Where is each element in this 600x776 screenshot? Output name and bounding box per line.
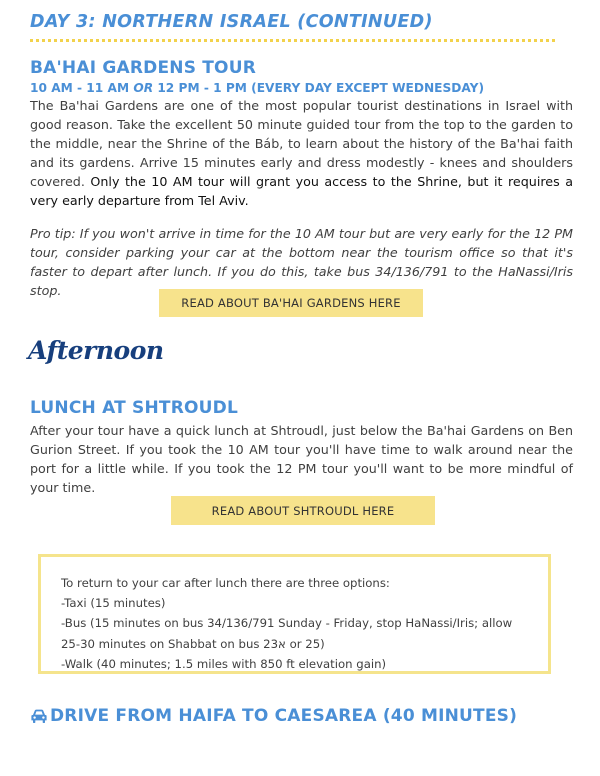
dotted-divider [30,39,555,42]
lunch-description: After your tour have a quick lunch at Shtroudl, just below the Ba'hai Gardens on Ben Gurion Street. If you took the 10 AM tour you'll have time to walk around near the port for a little while. If you took the 12 PM tour you'll want to be more mindful of your time. [30,423,573,495]
car-icon [30,707,48,729]
read-shtroudl-button[interactable]: READ ABOUT SHTROUDL HERE [171,496,435,525]
return-option-bus: -Bus (15 minutes on bus 34/136/791 Sunday - Friday, stop HaNassi/Iris; allow 25-30 minutes on Shabbat on bus 23א or 25) [61,616,513,651]
return-intro: To return to your car after lunch there are three options: [61,576,390,590]
bahai-shrine-note: Only the 10 AM tour will grant you access to the Shrine, but it requires a very early departure from Tel Aviv. [30,174,573,208]
return-option-taxi: -Taxi (15 minutes) [61,596,166,611]
bahai-description: The Ba'hai Gardens are one of the most popular tourist destinations in Israel with good reason. Take the excellent 50 minute guided tour from the top to the garden to the middle, near the Shrine of the Báb, to learn about the history of the Ba'hai faith and its gardens. Arrive 15 minutes early and dress modestly - knees and shoulders covered. Only the 10 AM tour will grant you access to the Shrine, but it requires a very early departure from Tel Aviv. [30,98,573,208]
bahai-pro-tip: Pro tip: If you won't arrive in time for the 10 AM tour but are very early for the 12 PM tour, consider parking your car at the bottom near the tourism office so that it's faster to depart after lunch. If you do this, take bus 34/136/791 to the HaNassi/Iris stop. [30,226,573,298]
lunch-section-title: LUNCH AT SHTROUDL [30,398,238,418]
bahai-section-title: BA'HAI GARDENS TOUR [30,58,257,78]
return-options-box [38,554,551,674]
drive-section-title: DRIVE FROM HAIFA TO CAESAREA (40 MINUTES) [50,706,518,726]
read-bahai-gardens-button[interactable]: READ ABOUT BA'HAI GARDENS HERE [159,289,423,317]
day-title: DAY 3: NORTHERN ISRAEL (CONTINUED) [30,12,433,32]
bahai-tour-times: 10 AM - 11 AM OR 12 PM - 1 PM (EVERY DAY EXCEPT WEDNESDAY) [30,81,485,95]
afternoon-heading: Afternoon [28,336,164,365]
return-option-walk: -Walk (40 minutes; 1.5 miles with 850 ft elevation gain) [61,656,387,671]
